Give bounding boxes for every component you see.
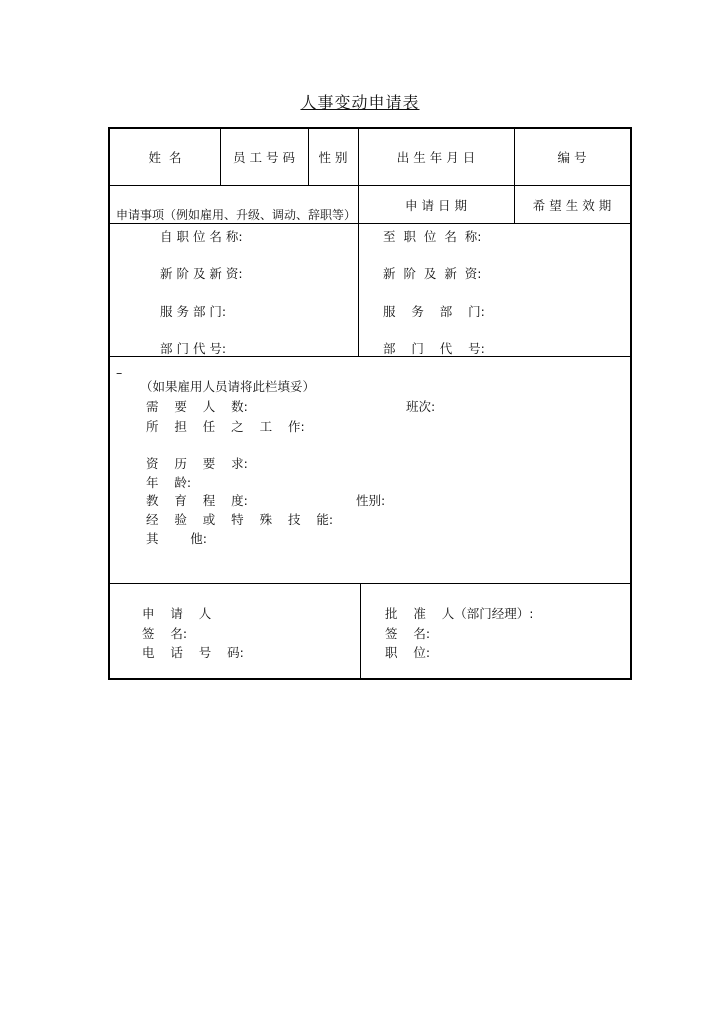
birth-date-label: 出 生 年 月 日: [396, 150, 476, 165]
other-label: 其 他:: [146, 531, 207, 546]
skills-label: 经 验 或 特 殊 技 能:: [146, 512, 334, 527]
form-title: 人事变动申请表: [300, 93, 420, 112]
phone-label: 电 话 号 码:: [142, 645, 244, 660]
hire-gender-label: 性别:: [356, 493, 386, 508]
from-position-label: 自 职 位 名 称:: [160, 229, 243, 244]
qualifications-label: 资 历 要 求:: [146, 456, 248, 471]
personnel-change-form: [108, 127, 632, 680]
divider: [360, 583, 361, 680]
divider: [110, 223, 630, 224]
age-label: 年 龄:: [146, 475, 192, 490]
approver-sign-label: 签 名:: [385, 626, 431, 641]
to-dept-code-label: 部 门 代 号:: [383, 341, 485, 356]
duties-label: 所 担 任 之 工 作:: [146, 419, 305, 434]
request-items-label: 申请事项（例如雇用、升级、调动、辞职等）: [116, 208, 357, 222]
applicant-label: 申 请 人: [142, 606, 212, 621]
apply-date-label: 申 请 日 期: [405, 198, 467, 213]
headcount-label: 需 要 人 数:: [146, 399, 248, 414]
from-salary-label: 新 阶 及 新 资:: [160, 266, 243, 281]
from-dept-label: 服 务 部 门:: [160, 304, 227, 319]
hire-note: （如果雇用人员请将此栏填妥）: [140, 379, 316, 394]
divider: [110, 185, 630, 186]
gender-label: 性 别: [318, 150, 348, 165]
name-label: 姓 名: [148, 150, 182, 165]
education-label: 教 育 程 度:: [146, 493, 248, 508]
to-dept-label: 服 务 部 门:: [383, 304, 485, 319]
dash-mark: –: [116, 365, 123, 380]
effective-date-label: 希 望 生 效 期: [532, 198, 612, 213]
approver-title-label: 职 位:: [385, 645, 431, 660]
employee-number-label: 员 工 号 码: [233, 150, 295, 165]
divider: [110, 583, 630, 584]
from-dept-code-label: 部 门 代 号:: [160, 341, 227, 356]
applicant-sign-label: 签 名:: [142, 626, 188, 641]
approver-label: 批 准 人（部门经理）:: [385, 606, 534, 621]
serial-number-label: 编 号: [557, 150, 587, 165]
to-position-label: 至 职 位 名 称:: [383, 229, 482, 244]
shift-label: 班次:: [406, 399, 436, 414]
to-salary-label: 新 阶 及 新 资:: [383, 266, 482, 281]
